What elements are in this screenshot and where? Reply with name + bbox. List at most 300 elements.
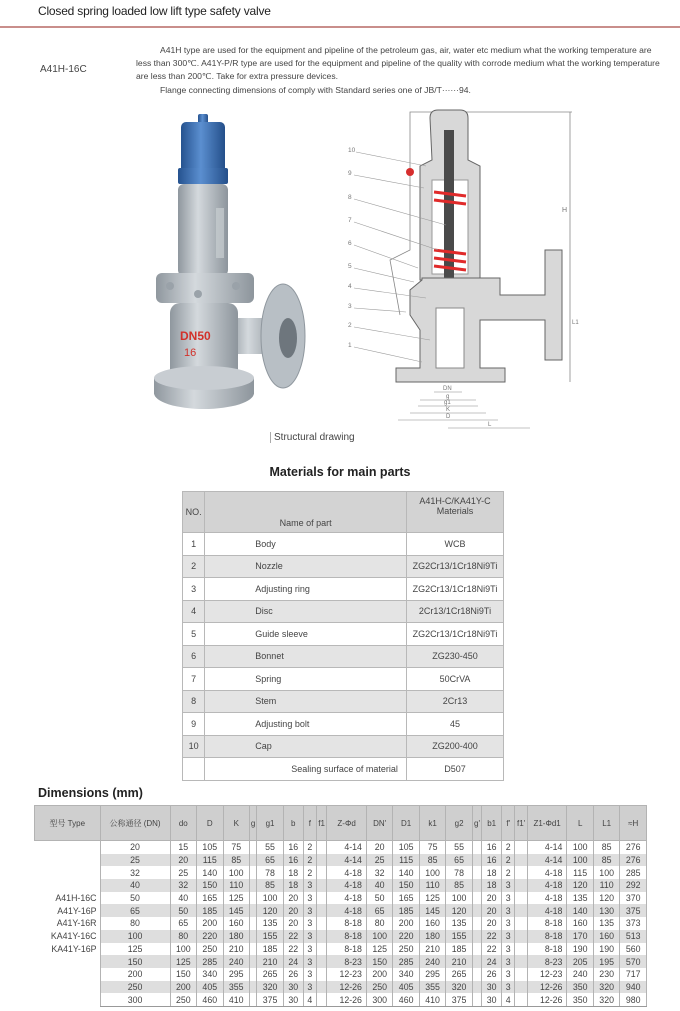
svg-text:H: H: [562, 207, 568, 214]
cell: 717: [620, 968, 647, 981]
table-row: [35, 854, 647, 867]
cell: 405: [197, 981, 223, 994]
cell: [316, 930, 326, 943]
cell: 75: [223, 841, 249, 854]
cell: 285: [393, 955, 419, 968]
cell: 4-18: [327, 904, 367, 917]
cell: 30: [482, 981, 502, 994]
cell: 100: [100, 930, 170, 943]
svg-text:9: 9: [348, 170, 352, 177]
cell: 180: [419, 930, 445, 943]
cell-no: 9: [183, 713, 205, 736]
column-header: 公称通径 (DN): [100, 806, 170, 841]
cell: 240: [223, 955, 249, 968]
cell: 4-18: [327, 892, 367, 905]
column-header: k1: [419, 806, 445, 841]
cell-name: Guide sleeve: [205, 623, 407, 646]
cell: 240: [419, 955, 445, 968]
table-row: [35, 841, 647, 854]
cell: 100: [257, 892, 283, 905]
cell: [249, 904, 256, 917]
cell: [249, 993, 256, 1006]
cell: 155: [257, 930, 283, 943]
cell: 3: [303, 892, 316, 905]
svg-text:DN50: DN50: [180, 329, 211, 343]
cell: 3: [303, 968, 316, 981]
cell: 115: [197, 854, 223, 867]
column-header: Z-Φd: [327, 806, 367, 841]
cell: [472, 943, 481, 956]
cell: 20: [100, 841, 170, 854]
cell: 140: [197, 866, 223, 879]
cell-material: ZG2Cr13/1Cr18Ni9Ti: [406, 555, 503, 578]
cell: 75: [419, 841, 445, 854]
column-header: g': [472, 806, 481, 841]
cell: 40: [366, 879, 392, 892]
cell: 50: [100, 892, 170, 905]
cell: 20: [283, 917, 303, 930]
cell: 12-26: [327, 981, 367, 994]
column-header: K: [223, 806, 249, 841]
cell: 165: [197, 892, 223, 905]
svg-text:16: 16: [184, 347, 197, 359]
cell: 55: [446, 841, 472, 854]
cell: 250: [100, 981, 170, 994]
cell-material: 45: [406, 713, 503, 736]
cell: [472, 892, 481, 905]
cell: 3: [303, 943, 316, 956]
cell: [316, 968, 326, 981]
cell: [472, 917, 481, 930]
column-header: DN': [366, 806, 392, 841]
dimensions-table: [34, 805, 647, 1007]
description-paragraph: Flange connecting dimensions of comply with Standard series one of JB/T······94.: [160, 84, 471, 95]
type-label: A41H-16C: [35, 892, 101, 905]
model-label: A41H-16C: [40, 64, 87, 75]
cell: 265: [257, 968, 283, 981]
cell: 80: [366, 917, 392, 930]
cell: 3: [303, 904, 316, 917]
cell: 135: [593, 917, 619, 930]
column-header: f1: [316, 806, 326, 841]
dimensions-header-row: [35, 806, 647, 841]
cell: 3: [303, 955, 316, 968]
cell-material: 2Cr13: [406, 690, 503, 713]
cell: 8-18: [527, 917, 567, 930]
cell-material: ZG2Cr13/1Cr18Ni9Ti: [406, 578, 503, 601]
cell: 3: [502, 955, 515, 968]
cell-name: Cap: [205, 735, 407, 758]
cell: 410: [419, 993, 445, 1006]
cell: 160: [593, 930, 619, 943]
cell: 190: [593, 943, 619, 956]
cell: 405: [393, 981, 419, 994]
column-header: g: [249, 806, 256, 841]
table-row: [183, 578, 504, 601]
cell: 12-26: [527, 981, 567, 994]
cell: 78: [257, 866, 283, 879]
column-header: f: [303, 806, 316, 841]
svg-text:D: D: [446, 414, 451, 420]
cell: 85: [419, 854, 445, 867]
cell: 340: [393, 968, 419, 981]
cell: 940: [620, 981, 647, 994]
cell: [515, 955, 527, 968]
cell: 20: [366, 841, 392, 854]
cell-name: Sealing surface of material: [205, 758, 407, 781]
cell-name: Stem: [205, 690, 407, 713]
type-label: [35, 854, 101, 867]
cell: 160: [567, 917, 593, 930]
cell: 130: [593, 904, 619, 917]
cell: 135: [257, 917, 283, 930]
cell: 180: [223, 930, 249, 943]
cell: 15: [170, 841, 196, 854]
svg-text:7: 7: [348, 217, 352, 224]
cell: [249, 866, 256, 879]
cell: [316, 892, 326, 905]
cell: 78: [446, 866, 472, 879]
cell: [316, 879, 326, 892]
cell: [249, 917, 256, 930]
cell-material: 2Cr13/1Cr18Ni9Ti: [406, 600, 503, 623]
column-header: D1: [393, 806, 419, 841]
cell: 32: [366, 866, 392, 879]
cell-material: ZG2Cr13/1Cr18Ni9Ti: [406, 623, 503, 646]
materials-table: [182, 491, 504, 781]
cell: 4-18: [527, 904, 567, 917]
cell: 460: [393, 993, 419, 1006]
cell: 100: [567, 841, 593, 854]
cell: 250: [366, 981, 392, 994]
cell: 195: [593, 955, 619, 968]
cell: 22: [283, 930, 303, 943]
cell: 20: [482, 904, 502, 917]
cell: 110: [223, 879, 249, 892]
cell: [249, 854, 256, 867]
cell: 2: [502, 841, 515, 854]
cell: 125: [366, 943, 392, 956]
cell: 40: [100, 879, 170, 892]
table-row: [183, 645, 504, 668]
cell: 300: [366, 993, 392, 1006]
cell: [472, 968, 481, 981]
cell-material: ZG200-400: [406, 735, 503, 758]
cell: 85: [446, 879, 472, 892]
cell: 110: [593, 879, 619, 892]
cell: 230: [593, 968, 619, 981]
cell: [472, 866, 481, 879]
cell: 24: [482, 955, 502, 968]
cell: [472, 993, 481, 1006]
cell: 4-14: [327, 854, 367, 867]
cell: 150: [170, 968, 196, 981]
cell: 32: [170, 879, 196, 892]
cell: 170: [567, 930, 593, 943]
type-label: [35, 879, 101, 892]
cell: 65: [100, 904, 170, 917]
cell: 300: [100, 993, 170, 1006]
description-paragraph: A41H type are used for the equipment and pipeline of the petroleum gas, air, water etc medium what the working temperature are less than 300℃. A41Y-P/R type are used for the equipment and pipeline of the quality with corrode medium what the working temperature are less than 200℃. Take for extra pressure devices.: [136, 45, 660, 82]
cell: [515, 930, 527, 943]
cell-name: Bonnet: [205, 645, 407, 668]
cell: 240: [567, 968, 593, 981]
type-label: KA41Y-16C: [35, 930, 101, 943]
cell: 185: [393, 904, 419, 917]
cell: 65: [366, 904, 392, 917]
cell: 20: [170, 854, 196, 867]
cell: 25: [366, 854, 392, 867]
cell: 100: [567, 854, 593, 867]
type-label: [35, 968, 101, 981]
table-row: [183, 758, 504, 781]
column-header: f1': [515, 806, 527, 841]
cell: 295: [223, 968, 249, 981]
column-header: L1: [593, 806, 619, 841]
cell-name: Disc: [205, 600, 407, 623]
cell-name: Body: [205, 533, 407, 556]
table-row: [35, 866, 647, 879]
cell-no: [183, 758, 205, 781]
cell: 250: [197, 943, 223, 956]
cell: [249, 955, 256, 968]
cell: 50: [170, 904, 196, 917]
cell: 375: [620, 904, 647, 917]
cell: [249, 968, 256, 981]
cell: [515, 879, 527, 892]
cell: 375: [446, 993, 472, 1006]
cell: 125: [170, 955, 196, 968]
cell: 50: [366, 892, 392, 905]
cell: [316, 904, 326, 917]
cell: [472, 879, 481, 892]
cell: 115: [393, 854, 419, 867]
cell: 320: [446, 981, 472, 994]
cell: [515, 854, 527, 867]
cell: 3: [303, 879, 316, 892]
cell: 8-18: [527, 943, 567, 956]
cell-no: 7: [183, 668, 205, 691]
cell: 340: [197, 968, 223, 981]
cell: 2: [303, 854, 316, 867]
cell: [472, 981, 481, 994]
cell: 210: [223, 943, 249, 956]
cell: 22: [482, 943, 502, 956]
cell: [249, 892, 256, 905]
cell: 16: [482, 841, 502, 854]
cell: 355: [223, 981, 249, 994]
table-row: [183, 690, 504, 713]
cell: 200: [366, 968, 392, 981]
cell: 295: [419, 968, 445, 981]
cell: 370: [620, 892, 647, 905]
cell: 18: [482, 866, 502, 879]
cell: [249, 943, 256, 956]
cell: 350: [567, 993, 593, 1006]
svg-text:3: 3: [348, 303, 352, 310]
cell-no: 5: [183, 623, 205, 646]
cell: [316, 943, 326, 956]
cell: [515, 981, 527, 994]
cell: 155: [446, 930, 472, 943]
cell: 65: [170, 917, 196, 930]
table-row: [35, 892, 647, 905]
cell: 30: [482, 993, 502, 1006]
cell: [472, 854, 481, 867]
materials-header-row: [183, 492, 504, 533]
table-row: [183, 735, 504, 758]
cell: 150: [366, 955, 392, 968]
cell: [515, 917, 527, 930]
cell-material: ZG230-450: [406, 645, 503, 668]
header-divider: [0, 26, 680, 28]
cell: 210: [419, 943, 445, 956]
cell: 3: [502, 904, 515, 917]
svg-text:g: g: [446, 394, 450, 400]
cell: [316, 854, 326, 867]
cell: 12-23: [527, 968, 567, 981]
product-description: [136, 44, 661, 97]
structural-drawing: [340, 100, 680, 440]
cell: 135: [446, 917, 472, 930]
cell: [316, 841, 326, 854]
cell: 30: [283, 981, 303, 994]
cell: 185: [257, 943, 283, 956]
cell: 22: [283, 943, 303, 956]
cell: 120: [593, 892, 619, 905]
column-header: b1: [482, 806, 502, 841]
cell: 160: [223, 917, 249, 930]
column-header: g2: [446, 806, 472, 841]
svg-text:1: 1: [348, 342, 352, 349]
cell: 100: [446, 892, 472, 905]
cell: 160: [419, 917, 445, 930]
cell: 3: [502, 879, 515, 892]
table-row: [35, 930, 647, 943]
column-header: do: [170, 806, 196, 841]
dimensions-title: Dimensions (mm): [38, 786, 143, 800]
cell: 265: [446, 968, 472, 981]
cell-no: 10: [183, 735, 205, 758]
cell: 570: [620, 955, 647, 968]
cell: 210: [257, 955, 283, 968]
cell: 8-18: [327, 943, 367, 956]
cell: 210: [446, 955, 472, 968]
svg-text:5: 5: [348, 263, 352, 270]
cell: 18: [283, 879, 303, 892]
cell: 12-26: [327, 993, 367, 1006]
cell: 100: [366, 930, 392, 943]
cell: 30: [283, 993, 303, 1006]
cell: 355: [419, 981, 445, 994]
cell-name: Nozzle: [205, 555, 407, 578]
cell: 165: [393, 892, 419, 905]
cell: 185: [197, 904, 223, 917]
cell: [472, 841, 481, 854]
cell: 25: [100, 854, 170, 867]
cell: 250: [393, 943, 419, 956]
cell: 8-18: [527, 930, 567, 943]
type-label: [35, 981, 101, 994]
cell: [316, 993, 326, 1006]
cell: 8-23: [527, 955, 567, 968]
cell: 24: [283, 955, 303, 968]
materials-title: Materials for main parts: [269, 465, 411, 479]
column-header: f': [502, 806, 515, 841]
cell: 4: [502, 993, 515, 1006]
cell: 25: [170, 866, 196, 879]
drawing-caption: Structural drawing: [270, 432, 355, 443]
cell: 4-14: [327, 841, 367, 854]
cell: 22: [482, 930, 502, 943]
cell: 16: [283, 841, 303, 854]
cell: [316, 866, 326, 879]
column-header: 型号 Type: [35, 806, 101, 841]
cell: 292: [620, 879, 647, 892]
cell: 65: [257, 854, 283, 867]
cell: 4-14: [527, 841, 567, 854]
cell: 80: [170, 930, 196, 943]
cell: 145: [419, 904, 445, 917]
cell: 16: [283, 854, 303, 867]
cell: 320: [593, 981, 619, 994]
cell: 513: [620, 930, 647, 943]
cell: 150: [393, 879, 419, 892]
cell: [515, 993, 527, 1006]
cell: 200: [197, 917, 223, 930]
type-label: [35, 841, 101, 854]
cell: 200: [393, 917, 419, 930]
cell-name: Adjusting bolt: [205, 713, 407, 736]
cell: 125: [419, 892, 445, 905]
table-row: [35, 968, 647, 981]
cell: 3: [303, 917, 316, 930]
table-row: [183, 533, 504, 556]
table-row: [183, 555, 504, 578]
cell: [515, 892, 527, 905]
cell: 200: [100, 968, 170, 981]
cell: 4-14: [527, 854, 567, 867]
cell: 85: [257, 879, 283, 892]
table-row: [183, 713, 504, 736]
header-name: Name of part: [205, 492, 407, 533]
column-header: b: [283, 806, 303, 841]
cell: 32: [100, 866, 170, 879]
table-row: [35, 993, 647, 1006]
cell-no: 3: [183, 578, 205, 601]
cell: 560: [620, 943, 647, 956]
cell: 145: [223, 904, 249, 917]
cell: 115: [567, 866, 593, 879]
type-label: [35, 993, 101, 1006]
table-row: [183, 600, 504, 623]
cell: 80: [100, 917, 170, 930]
cell: 3: [502, 917, 515, 930]
svg-text:6: 6: [348, 240, 352, 247]
column-header: Z1-Φd1: [527, 806, 567, 841]
cell: [515, 943, 527, 956]
cell: 3: [502, 968, 515, 981]
cell: 12-26: [527, 993, 567, 1006]
cell-no: 8: [183, 690, 205, 713]
cell: [249, 930, 256, 943]
cell: 105: [393, 841, 419, 854]
cell: 276: [620, 841, 647, 854]
table-row: [35, 955, 647, 968]
cell: 285: [197, 955, 223, 968]
svg-text:L1: L1: [572, 320, 579, 326]
cell: [515, 904, 527, 917]
